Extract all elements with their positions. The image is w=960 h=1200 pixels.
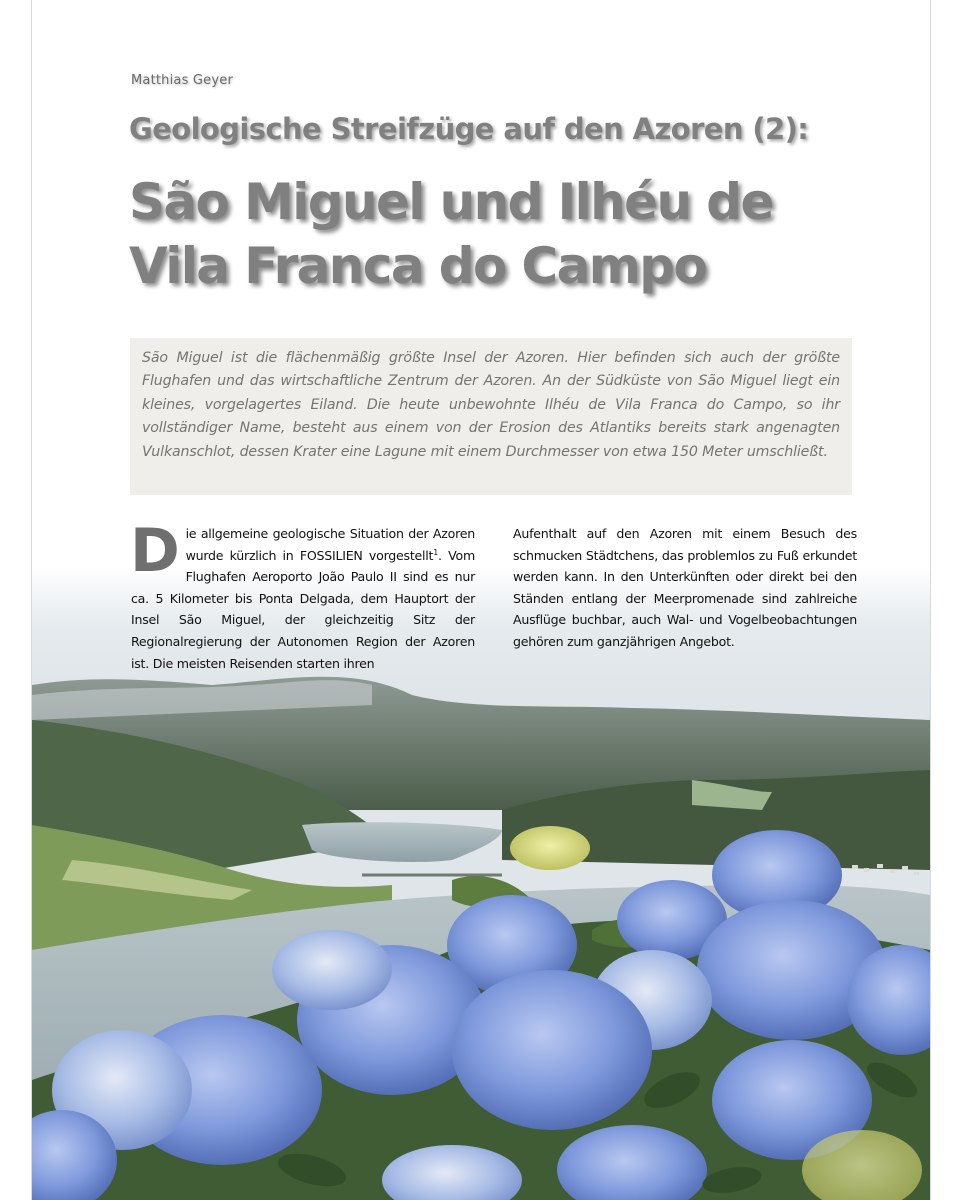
footnote-marker: 1 [433,547,439,557]
author-name: Matthias Geyer [131,73,234,88]
article-kicker: Geologische Streifzüge auf den Azoren (2): [129,112,809,146]
body-text-left-continued: . Vom Flughafen Aeroporto João Paulo II sind es nur ca. 5 Kilometer bis Ponta Delgada, dem Hauptort der Insel São Miguel, der gleichzeitig Sitz der Regionalregierung der Autonomen Region der Azoren ist. Die meisten Reisenden starten ihren [131,547,475,671]
body-text-left: ie allgemeine geologische Situation der Azoren wurde kürzlich in FOSSILIEN vorgestellt [185,526,475,563]
article-title [129,170,909,298]
body-column-right [513,523,857,653]
drop-cap: D [130,516,180,586]
abstract-text: São Miguel ist die flächenmäßig größte Insel der Azoren. Hier befinden sich auch der größte Flughafen und das wirtschaftliche Zentrum der Azoren. An der Südküste von São Miguel liegt ein kleines, vorgelagertes Eiland. Die heute unbewohnte Ilhéu de Vila Franca do Campo, so ihr vollständiger Name, besteht aus einem von der Erosion des Atlantiks bereits stark angenagten Vulkanschlot, dessen Krater eine Lagune mit einem Durchmesser von etwa 150 Meter umschließt. [142,350,840,460]
abstract-box [130,338,852,495]
body-paragraph [130,516,475,674]
article-title-line-1: São Miguel und Ilhéu de [129,173,773,231]
body-column-left [130,516,475,674]
body-text-right: Aufenthalt auf den Azoren mit einem Besuch des schmucken Städtchens, das problemlos zu Fuß erkundet werden kann. In den Unterkünften oder direkt bei den Ständen entlang der Meerpromenade sind zahlreiche Ausflüge buchbar, auch Wal- und Vogelbeobachtungen gehören zum ganzjährigen Angebot. [513,526,857,649]
magazine-page [31,0,931,1200]
article-title-line-2: Vila Franca do Campo [129,237,707,295]
